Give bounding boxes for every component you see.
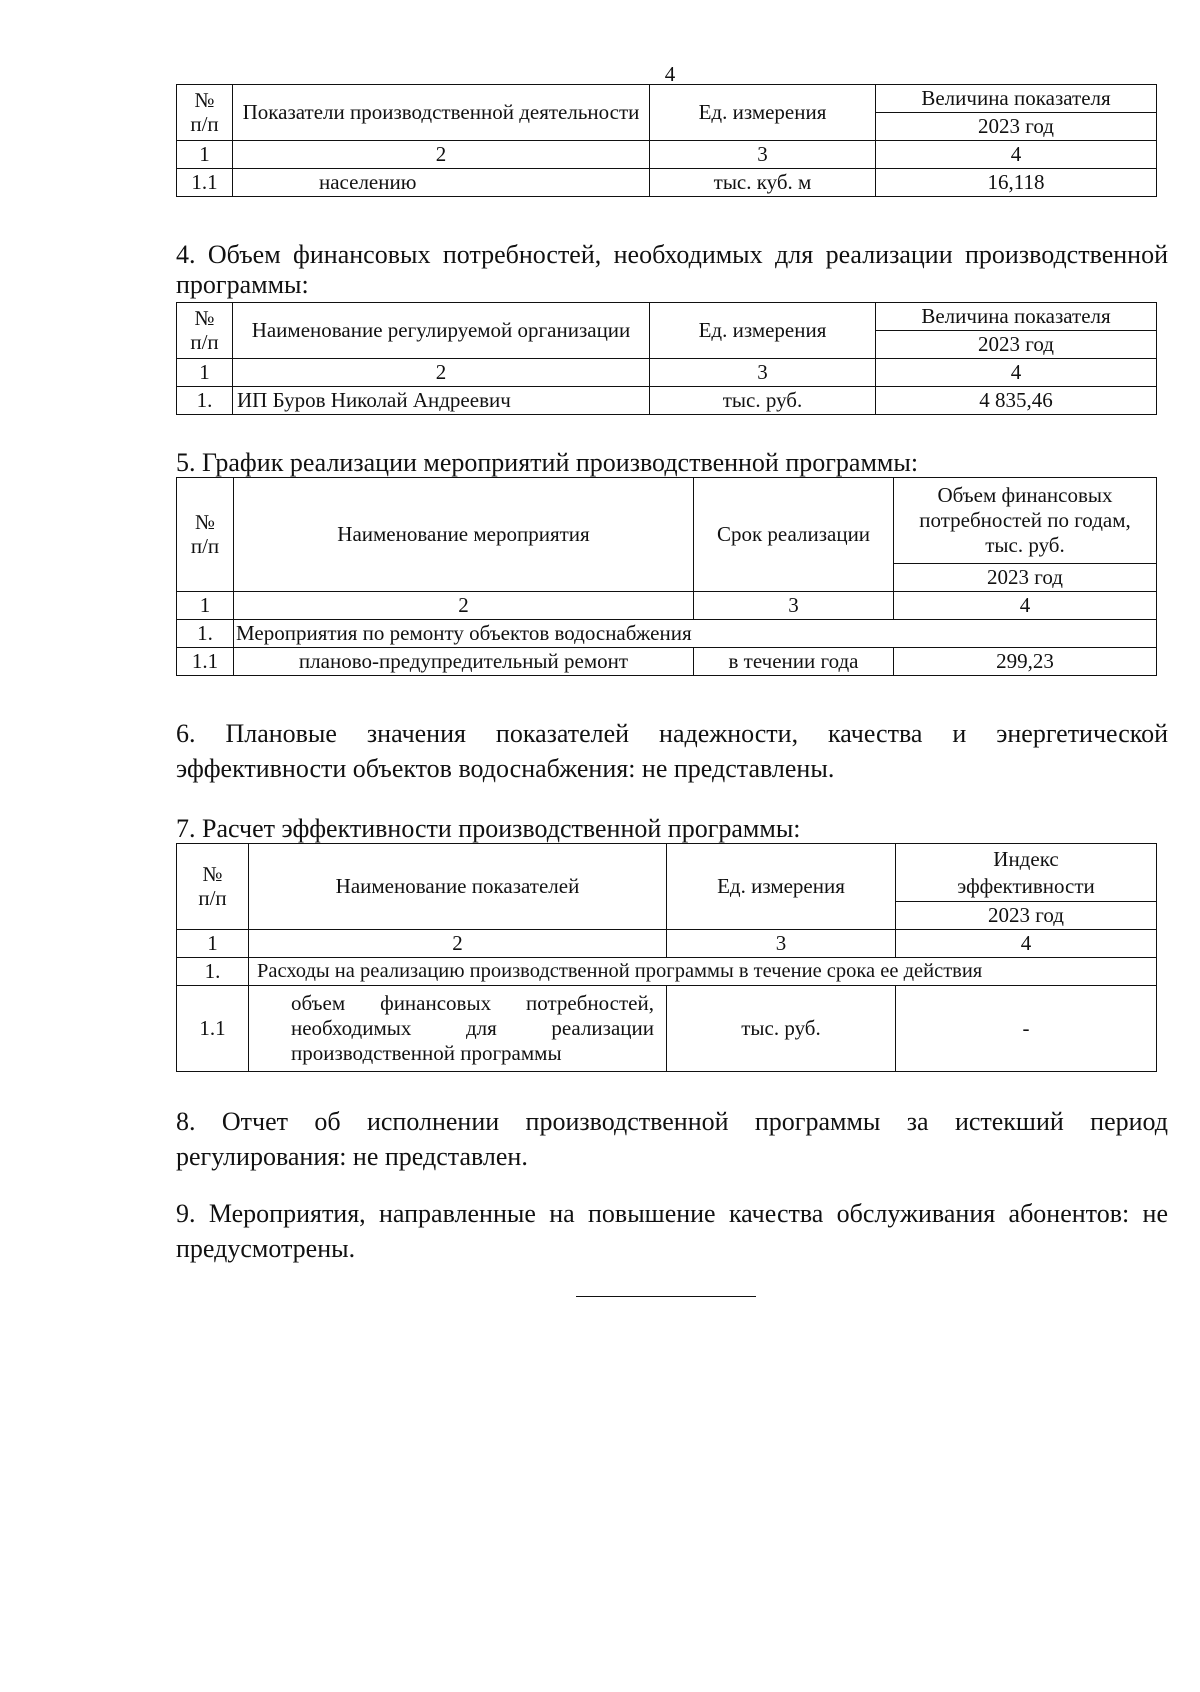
header-indicator: Показатели производственной деятельности — [233, 85, 650, 141]
header-index: Индекс эффективности — [896, 844, 1157, 902]
header-num: № п/п — [177, 478, 234, 592]
row-value: - — [896, 986, 1157, 1072]
col-number: 2 — [233, 359, 650, 387]
row-unit: тыс. куб. м — [650, 169, 876, 197]
header-year: 2023 год — [894, 564, 1157, 592]
header-value: Величина показателя — [876, 85, 1157, 113]
group-name: Мероприятия по ремонту объектов водоснабжения — [234, 620, 1157, 648]
col-number: 3 — [694, 592, 894, 620]
section-5-heading: 5. График реализации мероприятий производственной программы: — [176, 448, 919, 477]
row-name: ИП Буров Николай Андреевич — [233, 387, 650, 415]
col-number: 1 — [177, 930, 249, 958]
row-num: 1.1 — [177, 648, 234, 676]
header-finance: Объем финансовых потребностей по годам, тыс. руб. — [894, 478, 1157, 564]
section-8-text: 8. Отчет об исполнении производственной программы за истекший период регулирования: не представлен. — [176, 1107, 1168, 1171]
section-9-text: 9. Мероприятия, направленные на повышение качества обслуживания абонентов: не предусмотрены. — [176, 1199, 1168, 1263]
efficiency-table — [176, 843, 1157, 1072]
col-number: 1 — [177, 141, 233, 169]
col-number: 3 — [667, 930, 896, 958]
row-term: в течении года — [694, 648, 894, 676]
financial-needs-table — [176, 302, 1157, 415]
col-number: 2 — [249, 930, 667, 958]
row-value: 16,118 — [876, 169, 1157, 197]
header-org: Наименование регулируемой организации — [233, 303, 650, 359]
row-unit: тыс. руб. — [650, 387, 876, 415]
row-value: 299,23 — [894, 648, 1157, 676]
header-unit: Ед. измерения — [650, 85, 876, 141]
col-number: 1 — [177, 592, 234, 620]
header-value: Величина показателя — [876, 303, 1157, 331]
col-number: 3 — [650, 359, 876, 387]
schedule-table — [176, 477, 1157, 676]
row-name: населению — [233, 169, 650, 197]
col-number: 4 — [876, 359, 1157, 387]
header-num: № п/п — [177, 844, 249, 930]
row-num: 1.1 — [177, 169, 233, 197]
header-year: 2023 год — [876, 113, 1157, 141]
row-name: планово-предупредительный ремонт — [234, 648, 694, 676]
section-4-heading: 4. Объем финансовых потребностей, необходимых для реализации производственной программы: — [176, 240, 1168, 299]
col-number: 1 — [177, 359, 233, 387]
col-number: 2 — [233, 141, 650, 169]
group-num: 1. — [177, 958, 249, 986]
row-num: 1. — [177, 387, 233, 415]
header-name: Наименование показателей — [249, 844, 667, 930]
group-num: 1. — [177, 620, 234, 648]
section-7-heading: 7. Расчет эффективности производственной программы: — [176, 814, 801, 843]
row-unit: тыс. руб. — [667, 986, 896, 1072]
header-unit: Ед. измерения — [667, 844, 896, 930]
row-num: 1.1 — [177, 986, 249, 1072]
header-unit: Ед. измерения — [650, 303, 876, 359]
end-line — [576, 1296, 756, 1297]
col-number: 4 — [896, 930, 1157, 958]
page-number: 4 — [664, 62, 676, 86]
row-value: 4 835,46 — [876, 387, 1157, 415]
header-name: Наименование мероприятия — [234, 478, 694, 592]
col-number: 4 — [894, 592, 1157, 620]
col-number: 2 — [234, 592, 694, 620]
group-name: Расходы на реализацию производственной программы в течение срока ее действия — [249, 958, 1157, 986]
row-name: объем финансовых потребностей, необходимых для реализации производственной программы — [249, 986, 667, 1072]
header-term: Срок реализации — [694, 478, 894, 592]
col-number: 3 — [650, 141, 876, 169]
section-6-text: 6. Плановые значения показателей надежности, качества и энергетической эффективности объектов водоснабжения: не представлены. — [176, 719, 1168, 783]
header-num: № п/п — [177, 303, 233, 359]
header-num: № п/п — [177, 85, 233, 141]
col-number: 4 — [876, 141, 1157, 169]
header-year: 2023 год — [896, 902, 1157, 930]
production-indicators-table — [176, 84, 1157, 197]
header-year: 2023 год — [876, 331, 1157, 359]
